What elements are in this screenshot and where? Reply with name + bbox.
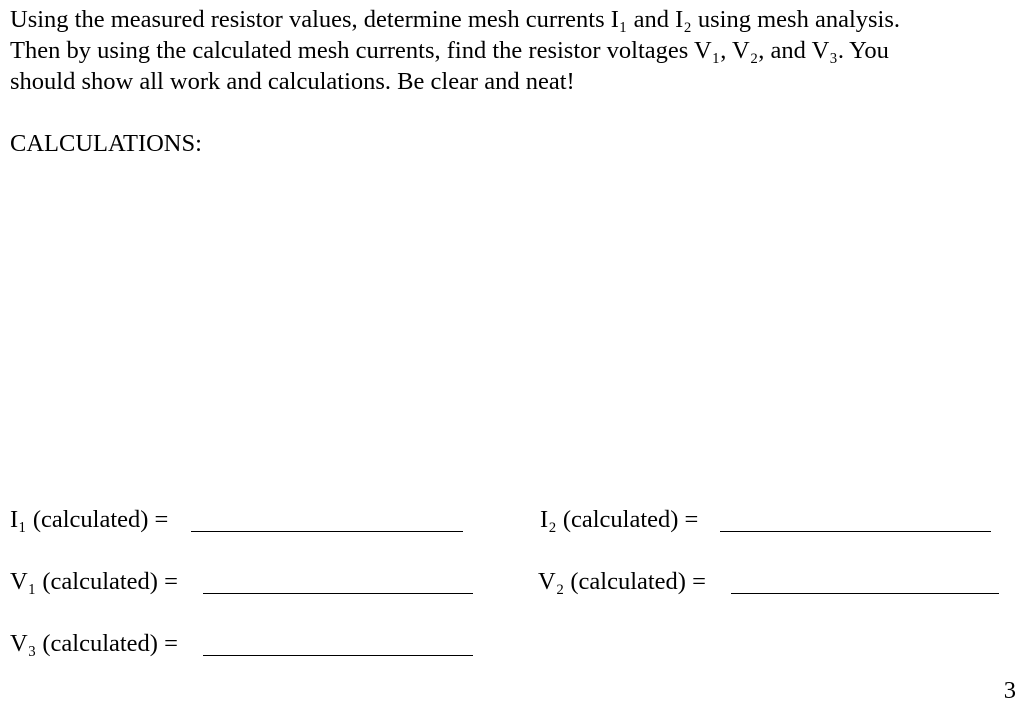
instructions-line-2: Then by using the calculated mesh currents, find the resistor voltages V₁, V₂, and V₃. You [10, 37, 889, 64]
instructions-paragraph [10, 4, 1015, 97]
i2-answer-blank[interactable] [720, 531, 991, 532]
i2-answer-label: I₂ (calculated) = [540, 506, 699, 533]
v1-answer-label: V₁ (calculated) = [10, 568, 178, 595]
i1-answer-row [10, 504, 168, 535]
v1-answer-blank[interactable] [203, 593, 473, 594]
i1-answer-blank[interactable] [191, 531, 463, 532]
instructions-line-3: should show all work and calculations. Be clear and neat! [10, 68, 575, 95]
i1-answer-label: I₁ (calculated) = [10, 506, 169, 533]
v2-answer-label: V₂ (calculated) = [538, 568, 706, 595]
instructions-line-1: Using the measured resistor values, determine mesh currents I₁ and I₂ using mesh analysis. [10, 6, 901, 33]
v3-answer-row [10, 628, 178, 659]
v3-answer-blank[interactable] [203, 655, 473, 656]
calculations-heading: CALCULATIONS: [10, 130, 202, 157]
v2-answer-blank[interactable] [731, 593, 999, 594]
v2-answer-row [538, 566, 706, 597]
i2-answer-row [540, 504, 698, 535]
v3-answer-label: V₃ (calculated) = [10, 630, 178, 657]
page-number: 3 [1003, 677, 1016, 704]
v1-answer-row [10, 566, 178, 597]
